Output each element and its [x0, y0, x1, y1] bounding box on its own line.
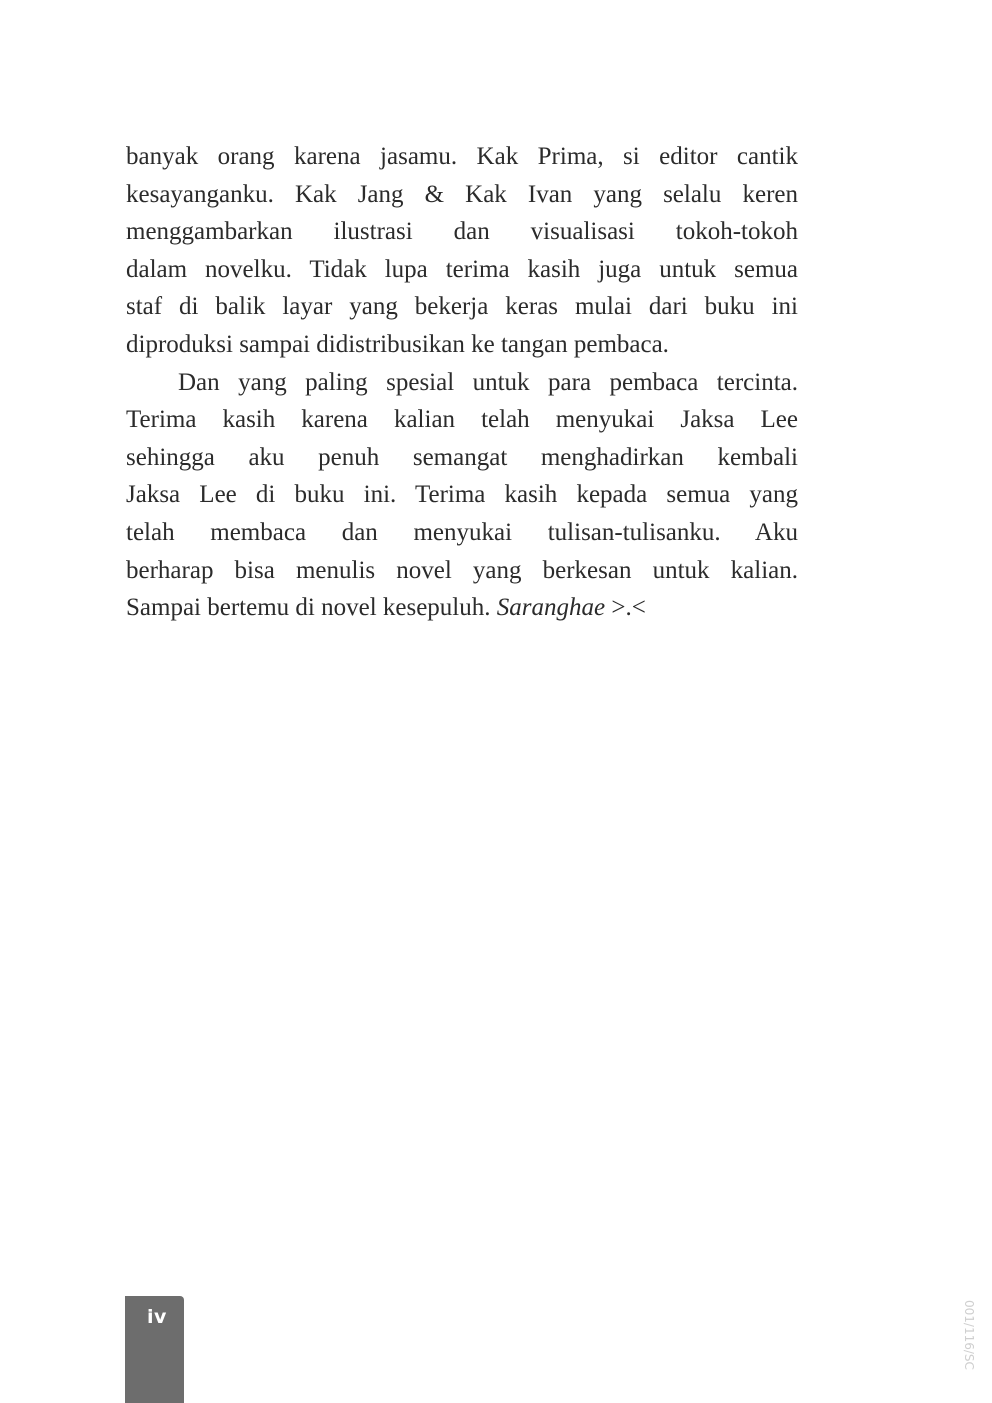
- side-print-code: 001/116/SC: [962, 1300, 976, 1370]
- text-line: Dan yang paling spesial untuk para pembaca tercinta.: [178, 368, 798, 396]
- page-number-tab: [125, 1296, 184, 1403]
- text-line: Jaksa Lee di buku ini. Terima kasih kepada semua yang: [126, 481, 798, 509]
- text-line: berharap bisa menulis novel yang berkesan untuk kalian.: [126, 556, 798, 584]
- text-line: banyak orang karena jasamu. Kak Prima, si editor cantik: [126, 143, 798, 170]
- text-line: menggambarkan ilustrasi dan visualisasi tokoh-tokoh: [126, 218, 798, 246]
- text-line: staf di balik layar yang bekerja keras mulai dari buku ini: [126, 293, 798, 321]
- text-line: diproduksi sampai didistribusikan ke tangan pembaca.: [126, 330, 669, 358]
- closing-emoticon: >.<: [605, 594, 646, 622]
- text-line: kesayanganku. Kak Jang & Kak Ivan yang selalu keren: [126, 180, 798, 208]
- text-line: sehingga aku penuh semangat menghadirkan kembali: [126, 443, 798, 471]
- closing-italic-word: Saranghae: [496, 594, 606, 622]
- body-text: [126, 138, 798, 627]
- paragraph-1: [126, 138, 798, 364]
- closing-line: [126, 589, 798, 627]
- text-line: telah membaca dan menyukai tulisan-tulisanku. Aku: [126, 518, 798, 546]
- paragraph-2: [126, 364, 798, 627]
- text-line: dalam novelku. Tidak lupa terima kasih juga untuk semua: [126, 255, 798, 283]
- text-line: Terima kasih karena kalian telah menyukai Jaksa Lee: [126, 406, 798, 434]
- closing-text: Sampai bertemu di novel kesepuluh.: [126, 594, 497, 622]
- page-number: iv: [147, 1306, 167, 1328]
